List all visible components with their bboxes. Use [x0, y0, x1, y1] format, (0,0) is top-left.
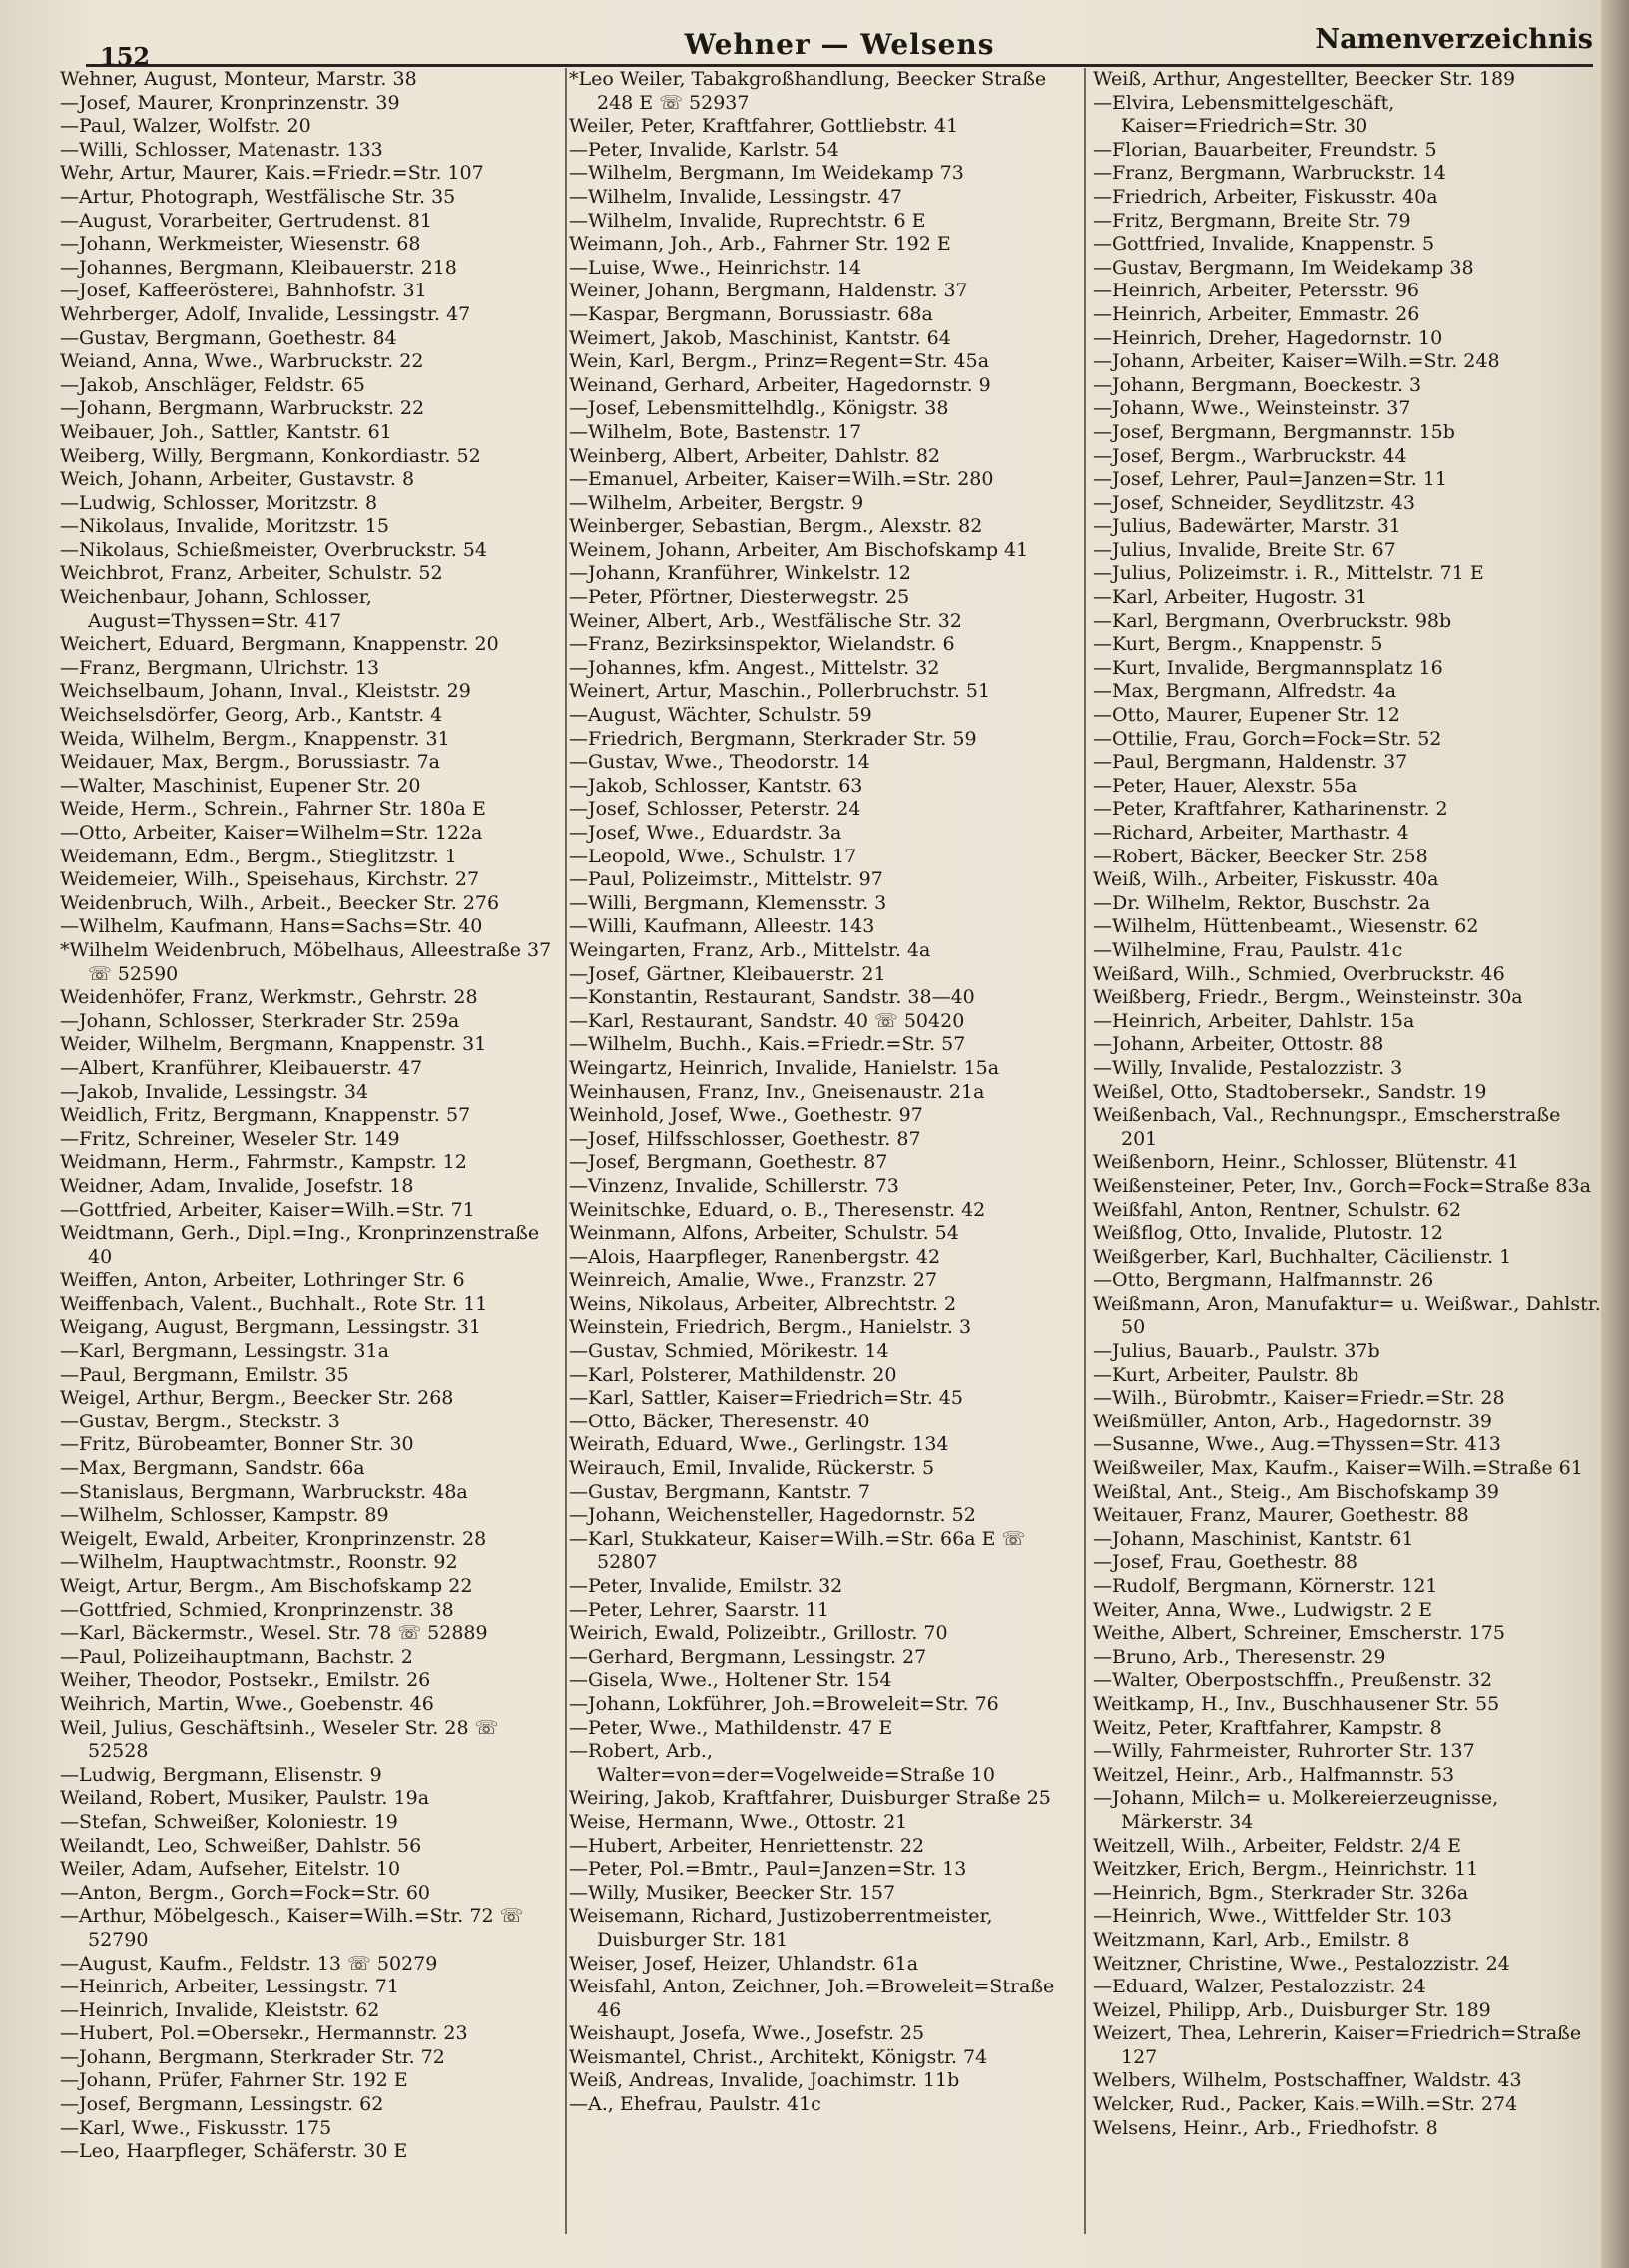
- directory-entry: —Paul, Bergmann, Haldenstr. 37: [1093, 751, 1408, 774]
- directory-entry: Weiler, Peter, Kraftfahrer, Gottliebstr. 41: [569, 115, 959, 138]
- directory-entry: —Wilhelm, Kaufmann, Hans=Sachs=Str. 40: [60, 915, 483, 938]
- directory-entry: —Jakob, Anschläger, Feldstr. 65: [60, 373, 365, 396]
- directory-entry: —Karl, Polsterer, Mathildenstr. 20: [569, 1363, 897, 1386]
- directory-entry: —Karl, Wwe., Fiskusstr. 175: [60, 2116, 332, 2139]
- directory-entry: —Peter, Pol.=Bmtr., Paul=Janzen=Str. 13: [569, 1858, 967, 1881]
- directory-entry: —Kurt, Invalide, Bergmannsplatz 16: [1093, 656, 1443, 679]
- directory-entry: —Wilhelmine, Frau, Paulstr. 41c: [1093, 938, 1403, 961]
- directory-entry: —Luise, Wwe., Heinrichstr. 14: [569, 256, 861, 279]
- directory-entry: —Johann, Weichensteller, Hagedornstr. 52: [569, 1504, 976, 1527]
- directory-entry: —Kurt, Bergm., Knappenstr. 5: [1093, 633, 1383, 656]
- directory-entry: Weil, Julius, Geschäftsinh., Weseler Str. 28 ☏ 52528: [60, 1716, 499, 1763]
- directory-entry: Weitz, Peter, Kraftfahrer, Kampstr. 8: [1093, 1716, 1442, 1739]
- directory-entry: —Willy, Musiker, Beecker Str. 157: [569, 1881, 896, 1904]
- directory-entry: Weitzmann, Karl, Arb., Emilstr. 8: [1093, 1928, 1410, 1951]
- directory-entry: Weingarten, Franz, Arb., Mittelstr. 4a: [569, 938, 931, 961]
- directory-entry: Weingartz, Heinrich, Invalide, Hanielstr. 15a: [569, 1056, 1000, 1079]
- directory-entry: Weisfahl, Anton, Zeichner, Joh.=Broweleit=Straße 46: [569, 1976, 1055, 2021]
- directory-entry: Weihrich, Martin, Wwe., Goebenstr. 46: [60, 1692, 434, 1715]
- directory-entry: —Ottilie, Frau, Gorch=Fock=Str. 52: [1093, 727, 1442, 750]
- directory-entry: Weinberger, Sebastian, Bergm., Alexstr. 82: [569, 515, 983, 538]
- directory-entry: Weißberg, Friedr., Bergm., Weinsteinstr. 30a: [1093, 986, 1523, 1009]
- directory-entry: —Gottfried, Schmied, Kronprinzenstr. 38: [60, 1598, 454, 1621]
- directory-entry: Weichenbaur, Johann, Schlosser, August=Thyssen=Str. 417: [60, 586, 372, 632]
- directory-entry: Wehr, Artur, Maurer, Kais.=Friedr.=Str. 107: [60, 162, 484, 185]
- directory-entry: Weiffen, Anton, Arbeiter, Lothringer Str. 6: [60, 1269, 465, 1292]
- directory-entry: —Heinrich, Arbeiter, Petersstr. 96: [1093, 280, 1420, 302]
- directory-entry: —Wilhelm, Hauptwachtmstr., Roonstr. 92: [60, 1551, 458, 1574]
- directory-entry: Weichert, Eduard, Bergmann, Knappenstr. 20: [60, 633, 499, 656]
- directory-entry: —Robert, Arb., Walter=von=der=Vogelweide=Straße 10: [569, 1740, 995, 1786]
- directory-entry: —Hubert, Pol.=Obersekr., Hermannstr. 23: [60, 2022, 468, 2045]
- directory-entry: —Johann, Wwe., Weinsteinstr. 37: [1093, 397, 1411, 420]
- directory-entry: Weißgerber, Karl, Buchhalter, Cäcilienstr. 1: [1093, 1245, 1512, 1268]
- directory-entry: —Wilhelm, Schlosser, Kampstr. 89: [60, 1504, 389, 1527]
- directory-entry: Weißmüller, Anton, Arb., Hagedornstr. 39: [1093, 1410, 1493, 1432]
- directory-entry: —Paul, Walzer, Wolfstr. 20: [60, 115, 311, 138]
- directory-entry: —Max, Bergmann, Sandstr. 66a: [60, 1457, 365, 1480]
- directory-entry: Weibauer, Joh., Sattler, Kantstr. 61: [60, 420, 392, 443]
- directory-entry: —Karl, Stukkateur, Kaiser=Wilh.=Str. 66a E ☏ 52807: [569, 1527, 1026, 1574]
- directory-entry: —Wilhelm, Arbeiter, Bergstr. 9: [569, 491, 864, 514]
- directory-entry: —Gottfried, Arbeiter, Kaiser=Wilh.=Str. 71: [60, 1198, 475, 1221]
- directory-entry: —Nikolaus, Invalide, Moritzstr. 15: [60, 515, 389, 538]
- directory-entry: —Gisela, Wwe., Holtener Str. 154: [569, 1669, 892, 1692]
- directory-entry: —Julius, Polizeimstr. i. R., Mittelstr. 71 E: [1093, 562, 1484, 585]
- directory-entry: Welsens, Heinr., Arb., Friedhofstr. 8: [1093, 2116, 1438, 2139]
- directory-column-1: [60, 68, 564, 2244]
- directory-entry: Weiner, Albert, Arb., Westfälische Str. 32: [569, 609, 962, 632]
- directory-entry: —Otto, Arbeiter, Kaiser=Wilhelm=Str. 122a: [60, 822, 483, 844]
- directory-entry: —Karl, Bergmann, Lessingstr. 31a: [60, 1340, 389, 1363]
- directory-entry: Weigel, Arthur, Bergm., Beecker Str. 268: [60, 1387, 454, 1410]
- directory-entry: —Julius, Invalide, Breite Str. 67: [1093, 538, 1396, 561]
- directory-entry: Weißtal, Ant., Steig., Am Bischofskamp 39: [1093, 1480, 1499, 1503]
- directory-entry: Weirauch, Emil, Invalide, Rückerstr. 5: [569, 1457, 935, 1480]
- directory-entry: —Willi, Kaufmann, Alleestr. 143: [569, 915, 875, 938]
- directory-entry: Weiher, Theodor, Postsekr., Emilstr. 26: [60, 1669, 431, 1692]
- directory-entry: Weitzel, Heinr., Arb., Halfmannstr. 53: [1093, 1763, 1455, 1786]
- column-divider: [565, 68, 567, 2234]
- directory-entry: —Friedrich, Arbeiter, Fiskusstr. 40a: [1093, 185, 1438, 208]
- directory-entry: —Josef, Kaffeerösterei, Bahnhofstr. 31: [60, 280, 427, 302]
- directory-entry: —Eduard, Walzer, Pestalozzistr. 24: [1093, 1976, 1426, 1998]
- directory-entry: —Gustav, Bergmann, Im Weidekamp 38: [1093, 256, 1474, 279]
- directory-entry: —Wilhelm, Invalide, Lessingstr. 47: [569, 185, 902, 208]
- directory-entry: Weidmann, Herm., Fahrmstr., Kampstr. 12: [60, 1151, 467, 1174]
- directory-entry: —Artur, Photograph, Westfälische Str. 35: [60, 185, 456, 208]
- book-spine-shadow: [1601, 0, 1629, 2268]
- directory-entry: —Josef, Lehrer, Paul=Janzen=Str. 11: [1093, 468, 1447, 491]
- directory-entry: Weiler, Adam, Aufseher, Eitelstr. 10: [60, 1858, 401, 1881]
- directory-entry: —Wilhelm, Bergmann, Im Weidekamp 73: [569, 162, 964, 185]
- directory-entry: Weißmann, Aron, Manufaktur= u. Weißwar., Dahlstr. 50: [1093, 1292, 1601, 1339]
- directory-entry: —Josef, Bergmann, Goethestr. 87: [569, 1151, 888, 1174]
- directory-entry: —Johann, Kranführer, Winkelstr. 12: [569, 562, 911, 585]
- directory-entry: —August, Vorarbeiter, Gertrudenst. 81: [60, 209, 432, 232]
- directory-entry: —Peter, Wwe., Mathildenstr. 47 E: [569, 1716, 893, 1739]
- directory-entry: —Wilhelm, Hüttenbeamt., Wiesenstr. 62: [1093, 915, 1479, 938]
- directory-entry: —Bruno, Arb., Theresenstr. 29: [1093, 1645, 1386, 1668]
- directory-entry: —Albert, Kranführer, Kleibauerstr. 47: [60, 1056, 423, 1079]
- directory-entry: Wehner, August, Monteur, Marstr. 38: [60, 68, 417, 90]
- directory-entry: Weißensteiner, Peter, Inv., Gorch=Fock=Straße 83a: [1093, 1174, 1591, 1197]
- directory-entry: —Richard, Arbeiter, Marthastr. 4: [1093, 822, 1409, 844]
- directory-entry: —Josef, Gärtner, Kleibauerstr. 21: [569, 962, 886, 985]
- directory-entry: Weich, Johann, Arbeiter, Gustavstr. 8: [60, 468, 415, 491]
- directory-entry: Weiß, Andreas, Invalide, Joachimstr. 11b: [569, 2069, 960, 2092]
- section-title: Namenverzeichnis: [1315, 24, 1593, 55]
- directory-entry: Weinhold, Josef, Wwe., Goethestr. 97: [569, 1104, 923, 1127]
- directory-entry: Weidtmann, Gerh., Dipl.=Ing., Kronprinzenstraße 40: [60, 1222, 540, 1268]
- directory-entry: —Fritz, Schreiner, Weseler Str. 149: [60, 1127, 400, 1150]
- directory-entry: —Heinrich, Invalide, Kleiststr. 62: [60, 1998, 380, 2021]
- directory-entry: Weiß, Wilh., Arbeiter, Fiskusstr. 40a: [1093, 868, 1439, 891]
- directory-entry: —Stefan, Schweißer, Koloniestr. 19: [60, 1810, 398, 1833]
- directory-entry: Wein, Karl, Bergm., Prinz=Regent=Str. 45a: [569, 350, 990, 373]
- directory-entry: —Karl, Restaurant, Sandstr. 40 ☏ 50420: [569, 1009, 965, 1032]
- directory-entry: Weirath, Eduard, Wwe., Gerlingstr. 134: [569, 1433, 949, 1456]
- directory-entry: —Jakob, Invalide, Lessingstr. 34: [60, 1080, 369, 1103]
- directory-column-3: [1093, 68, 1602, 2244]
- directory-entry: —Wilhelm, Buchh., Kais.=Friedr.=Str. 57: [569, 1033, 966, 1056]
- directory-entry: Weißweiler, Max, Kaufm., Kaiser=Wilh.=Straße 61: [1093, 1457, 1583, 1480]
- directory-entry: Weiberg, Willy, Bergmann, Konkordiastr. 52: [60, 444, 481, 467]
- directory-entry: Weigang, August, Bergmann, Lessingstr. 31: [60, 1316, 481, 1339]
- directory-entry: —Josef, Hilfsschlosser, Goethestr. 87: [569, 1127, 921, 1150]
- page-header: [86, 20, 1593, 71]
- directory-entry: —Gerhard, Bergmann, Lessingstr. 27: [569, 1645, 927, 1668]
- directory-entry: —Fritz, Bergmann, Breite Str. 79: [1093, 209, 1411, 232]
- column-divider: [1084, 68, 1086, 2234]
- directory-entry: Weitzker, Erich, Bergm., Heinrichstr. 11: [1093, 1858, 1479, 1881]
- directory-entry: Weithe, Albert, Schreiner, Emscherstr. 175: [1093, 1622, 1505, 1645]
- directory-entry: Weizert, Thea, Lehrerin, Kaiser=Friedrich=Straße 127: [1093, 2022, 1582, 2068]
- directory-entry: —Karl, Bergmann, Overbruckstr. 98b: [1093, 609, 1452, 632]
- directory-entry: Weiand, Anna, Wwe., Warbruckstr. 22: [60, 350, 424, 373]
- directory-entry: —Josef, Lebensmittelhdlg., Königstr. 38: [569, 397, 949, 420]
- directory-entry: Weißfahl, Anton, Rentner, Schulstr. 62: [1093, 1198, 1461, 1221]
- directory-entry: —Paul, Polizeimstr., Mittelstr. 97: [569, 868, 883, 891]
- directory-entry: *Leo Weiler, Tabakgroßhandlung, Beecker Straße 248 E ☏ 52937: [569, 68, 1047, 114]
- directory-entry: Weiland, Robert, Musiker, Paulstr. 19a: [60, 1787, 430, 1810]
- directory-entry: Weiner, Johann, Bergmann, Haldenstr. 37: [569, 280, 968, 302]
- directory-entry: —Heinrich, Dreher, Hagedornstr. 10: [1093, 326, 1443, 349]
- directory-entry: Weidemeier, Wilh., Speisehaus, Kirchstr. 27: [60, 868, 480, 891]
- directory-entry: —A., Ehefrau, Paulstr. 41c: [569, 2093, 821, 2116]
- directory-entry: —Rudolf, Bergmann, Körnerstr. 121: [1093, 1575, 1438, 1597]
- directory-entry: —Josef, Maurer, Kronprinzenstr. 39: [60, 91, 400, 114]
- directory-entry: —Peter, Pförtner, Diesterwegstr. 25: [569, 586, 910, 609]
- directory-entry: Weinitschke, Eduard, o. B., Theresenstr. 42: [569, 1198, 986, 1221]
- directory-entry: —Julius, Badewärter, Marstr. 31: [1093, 515, 1401, 538]
- directory-entry: —Konstantin, Restaurant, Sandstr. 38—40: [569, 986, 975, 1009]
- directory-entry: Weiß, Arthur, Angestellter, Beecker Str. 189: [1093, 68, 1516, 90]
- directory-entry: —Karl, Sattler, Kaiser=Friedrich=Str. 45: [569, 1387, 963, 1410]
- directory-entry: —Willy, Invalide, Pestalozzistr. 3: [1093, 1056, 1403, 1079]
- directory-entry: —Peter, Lehrer, Saarstr. 11: [569, 1598, 830, 1621]
- directory-entry: Weinhausen, Franz, Inv., Gneisenaustr. 21a: [569, 1080, 985, 1103]
- directory-entry: —Otto, Bäcker, Theresenstr. 40: [569, 1410, 870, 1432]
- directory-entry: —Robert, Bäcker, Beecker Str. 258: [1093, 845, 1428, 867]
- directory-entry: —Josef, Bergmann, Bergmannstr. 15b: [1093, 420, 1455, 443]
- directory-entry: —Walter, Oberpostschffn., Preußenstr. 32: [1093, 1669, 1492, 1692]
- directory-entry: —Hubert, Arbeiter, Henriettenstr. 22: [569, 1834, 925, 1857]
- directory-entry: —Josef, Schneider, Seydlitzstr. 43: [1093, 491, 1416, 514]
- directory-entry: —Heinrich, Arbeiter, Emmastr. 26: [1093, 302, 1420, 325]
- directory-entry: Weida, Wilhelm, Bergm., Knappenstr. 31: [60, 727, 450, 750]
- directory-entry: —Willi, Schlosser, Matenastr. 133: [60, 138, 383, 161]
- directory-entry: —Susanne, Wwe., Aug.=Thyssen=Str. 413: [1093, 1433, 1501, 1456]
- directory-entry: Weißenbach, Val., Rechnungspr., Emscherstraße 201: [1093, 1104, 1561, 1150]
- directory-entry: —Wilhelm, Bote, Bastenstr. 17: [569, 420, 862, 443]
- directory-entry: —Ludwig, Bergmann, Elisenstr. 9: [60, 1763, 382, 1786]
- directory-entry: Weishaupt, Josefa, Wwe., Josefstr. 25: [569, 2022, 925, 2045]
- directory-entry: Weinreich, Amalie, Wwe., Franzstr. 27: [569, 1269, 938, 1292]
- directory-entry: —August, Kaufm., Feldstr. 13 ☏ 50279: [60, 1952, 438, 1975]
- directory-entry: —Johann, Arbeiter, Ottostr. 88: [1093, 1033, 1384, 1056]
- directory-entry: —Karl, Bäckermstr., Wesel. Str. 78 ☏ 52889: [60, 1622, 488, 1645]
- directory-entry: —Kurt, Arbeiter, Paulstr. 8b: [1093, 1363, 1359, 1386]
- directory-entry: Weiser, Josef, Heizer, Uhlandstr. 61a: [569, 1952, 919, 1975]
- directory-entry: —Peter, Hauer, Alexstr. 55a: [1093, 774, 1358, 797]
- directory-entry: —Johann, Prüfer, Fahrner Str. 192 E: [60, 2069, 408, 2092]
- directory-entry: Weimert, Jakob, Maschinist, Kantstr. 64: [569, 326, 951, 349]
- directory-entry: —Gustav, Bergm., Steckstr. 3: [60, 1410, 340, 1432]
- directory-entry: Weinem, Johann, Arbeiter, Am Bischofskamp 41: [569, 538, 1029, 561]
- directory-entry: Weidner, Adam, Invalide, Josefstr. 18: [60, 1174, 414, 1197]
- directory-entry: —Elvira, Lebensmittelgeschäft, Kaiser=Friedrich=Str. 30: [1093, 91, 1395, 138]
- directory-entry: —Fritz, Bürobeamter, Bonner Str. 30: [60, 1433, 414, 1456]
- directory-entry: —Paul, Polizeihauptmann, Bachstr. 2: [60, 1645, 413, 1668]
- directory-entry: Weirich, Ewald, Polizeibtr., Grillostr. 70: [569, 1622, 948, 1645]
- directory-entry: —Vinzenz, Invalide, Schillerstr. 73: [569, 1174, 899, 1197]
- directory-entry: —Heinrich, Wwe., Wittfelder Str. 103: [1093, 1905, 1452, 1928]
- directory-entry: —Franz, Bergmann, Ulrichstr. 13: [60, 656, 380, 679]
- directory-entry: —Dr. Wilhelm, Rektor, Buschstr. 2a: [1093, 891, 1431, 914]
- directory-entry: Weins, Nikolaus, Arbeiter, Albrechtstr. 2: [569, 1292, 957, 1315]
- directory-entry: —Gustav, Bergmann, Kantstr. 7: [569, 1480, 870, 1503]
- directory-entry: —Walter, Maschinist, Eupener Str. 20: [60, 774, 421, 797]
- directory-entry: —Johann, Milch= u. Molkereierzeugnisse, Märkerstr. 34: [1093, 1787, 1499, 1833]
- directory-entry: Weismantel, Christ., Architekt, Königstr. 74: [569, 2045, 988, 2068]
- directory-entry: —Leo, Haarpfleger, Schäferstr. 30 E: [60, 2140, 408, 2163]
- directory-entry: *Wilhelm Weidenbruch, Möbelhaus, Alleestraße 37 ☏ 52590: [60, 938, 552, 985]
- directory-entry: Weißenborn, Heinr., Schlosser, Blütenstr. 41: [1093, 1151, 1519, 1174]
- directory-entry: —Heinrich, Arbeiter, Dahlstr. 15a: [1093, 1009, 1415, 1032]
- directory-entry: —Gustav, Bergmann, Goethestr. 84: [60, 326, 397, 349]
- directory-entry: —Jakob, Schlosser, Kantstr. 63: [569, 774, 863, 797]
- directory-entry: Weidenbruch, Wilh., Arbeit., Beecker Str. 276: [60, 891, 500, 914]
- directory-entry: Welcker, Rud., Packer, Kais.=Wilh.=Str. 274: [1093, 2093, 1518, 2116]
- directory-entry: Weide, Herm., Schrein., Fahrner Str. 180a E: [60, 798, 486, 821]
- directory-entry: —Arthur, Möbelgesch., Kaiser=Wilh.=Str. 72 ☏ 52790: [60, 1905, 524, 1951]
- directory-entry: —Wilhelm, Invalide, Ruprechtstr. 6 E: [569, 209, 926, 232]
- directory-entry: Weinert, Artur, Maschin., Pollerbruchstr. 51: [569, 680, 991, 703]
- directory-entry: Weidauer, Max, Bergm., Borussiastr. 7a: [60, 751, 441, 774]
- directory-column-2: [569, 68, 1078, 2244]
- directory-entry: —Stanislaus, Bergmann, Warbruckstr. 48a: [60, 1480, 468, 1503]
- directory-entry: —Josef, Bergmann, Lessingstr. 62: [60, 2093, 384, 2116]
- page-number: 152: [100, 42, 151, 71]
- directory-entry: Weiffenbach, Valent., Buchhalt., Rote Str. 11: [60, 1292, 488, 1315]
- directory-entry: —Leopold, Wwe., Schulstr. 17: [569, 845, 857, 867]
- directory-entry: Weitauer, Franz, Maurer, Goethestr. 88: [1093, 1504, 1469, 1527]
- directory-entry: Weidemann, Edm., Bergm., Stieglitzstr. 1: [60, 845, 457, 867]
- directory-entry: —Gustav, Schmied, Mörikestr. 14: [569, 1340, 889, 1363]
- directory-entry: Weiter, Anna, Wwe., Ludwigstr. 2 E: [1093, 1598, 1432, 1621]
- directory-entry: Weizel, Philipp, Arb., Duisburger Str. 189: [1093, 1998, 1491, 2021]
- directory-entry: —Gustav, Wwe., Theodorstr. 14: [569, 751, 870, 774]
- directory-entry: —Johann, Schlosser, Sterkrader Str. 259a: [60, 1009, 460, 1032]
- directory-entry: Weichselsdörfer, Georg, Arb., Kantstr. 4: [60, 704, 443, 727]
- page-title: Wehner — Welsens: [684, 28, 995, 61]
- directory-entry: Wehrberger, Adolf, Invalide, Lessingstr. 47: [60, 302, 471, 325]
- directory-entry: —Peter, Invalide, Emilstr. 32: [569, 1575, 843, 1597]
- directory-entry: —August, Wächter, Schulstr. 59: [569, 704, 872, 727]
- directory-entry: —Max, Bergmann, Alfredstr. 4a: [1093, 680, 1397, 703]
- directory-entry: —Willi, Bergmann, Klemensstr. 3: [569, 891, 887, 914]
- directory-entry: —Nikolaus, Schießmeister, Overbruckstr. 54: [60, 538, 487, 561]
- directory-entry: —Johann, Bergmann, Warbruckstr. 22: [60, 397, 425, 420]
- directory-entry: —Friedrich, Bergmann, Sterkrader Str. 59: [569, 727, 977, 750]
- directory-entry: Weigt, Artur, Bergm., Am Bischofskamp 22: [60, 1575, 473, 1597]
- directory-entry: —Gottfried, Invalide, Knappenstr. 5: [1093, 233, 1435, 256]
- directory-entry: —Johann, Lokführer, Joh.=Broweleit=Str. 76: [569, 1692, 999, 1715]
- directory-entry: —Franz, Bezirksinspektor, Wielandstr. 6: [569, 633, 955, 656]
- directory-entry: —Wilh., Bürobmtr., Kaiser=Friedr.=Str. 28: [1093, 1387, 1505, 1410]
- directory-entry: —Josef, Frau, Goethestr. 88: [1093, 1551, 1358, 1574]
- directory-entry: —Josef, Bergm., Warbruckstr. 44: [1093, 444, 1407, 467]
- directory-entry: —Johann, Maschinist, Kantstr. 61: [1093, 1527, 1414, 1550]
- directory-entry: Weißel, Otto, Stadtobersekr., Sandstr. 19: [1093, 1080, 1487, 1103]
- directory-entry: Weitzner, Christine, Wwe., Pestalozzistr. 24: [1093, 1952, 1510, 1975]
- directory-entry: Weidenhöfer, Franz, Werkmstr., Gehrstr. 28: [60, 986, 478, 1009]
- directory-entry: —Paul, Bergmann, Emilstr. 35: [60, 1363, 349, 1386]
- directory-entry: —Willy, Fahrmeister, Ruhrorter Str. 137: [1093, 1740, 1475, 1763]
- directory-entry: —Peter, Invalide, Karlstr. 54: [569, 138, 839, 161]
- directory-entry: Weigelt, Ewald, Arbeiter, Kronprinzenstr. 28: [60, 1527, 487, 1550]
- directory-entry: —Johann, Bergmann, Sterkrader Str. 72: [60, 2045, 445, 2068]
- directory-entry: Weidlich, Fritz, Bergmann, Knappenstr. 57: [60, 1104, 471, 1127]
- directory-entry: Weimann, Joh., Arb., Fahrner Str. 192 E: [569, 233, 951, 256]
- directory-entry: —Anton, Bergm., Gorch=Fock=Str. 60: [60, 1881, 430, 1904]
- directory-entry: —Johann, Arbeiter, Kaiser=Wilh.=Str. 248: [1093, 350, 1500, 373]
- directory-entry: —Emanuel, Arbeiter, Kaiser=Wilh.=Str. 280: [569, 468, 994, 491]
- directory-entry: —Johannes, kfm. Angest., Mittelstr. 32: [569, 656, 940, 679]
- directory-entry: —Alois, Haarpfleger, Ranenbergstr. 42: [569, 1245, 941, 1268]
- directory-entry: Weichbrot, Franz, Arbeiter, Schulstr. 52: [60, 562, 443, 585]
- directory-entry: —Heinrich, Arbeiter, Lessingstr. 71: [60, 1976, 399, 1998]
- directory-entry: —Franz, Bergmann, Warbruckstr. 14: [1093, 162, 1446, 185]
- directory-entry: Weisemann, Richard, Justizoberrentmeister, Duisburger Str. 181: [569, 1905, 993, 1951]
- directory-entry: —Karl, Arbeiter, Hugostr. 31: [1093, 586, 1368, 609]
- directory-entry: Weitkamp, H., Inv., Buschhausener Str. 55: [1093, 1692, 1500, 1715]
- directory-entry: Weitzell, Wilh., Arbeiter, Feldstr. 2/4 E: [1093, 1834, 1461, 1857]
- directory-entry: Weinberg, Albert, Arbeiter, Dahlstr. 82: [569, 444, 941, 467]
- directory-entry: Weichselbaum, Johann, Inval., Kleiststr. 29: [60, 680, 471, 703]
- directory-entry: —Florian, Bauarbeiter, Freundstr. 5: [1093, 138, 1437, 161]
- directory-entry: —Heinrich, Bgm., Sterkrader Str. 326a: [1093, 1881, 1469, 1904]
- directory-entry: Weißard, Wilh., Schmied, Overbruckstr. 46: [1093, 962, 1505, 985]
- directory-entry: Weider, Wilhelm, Bergmann, Knappenstr. 31: [60, 1033, 487, 1056]
- directory-entry: —Kaspar, Bergmann, Borussiastr. 68a: [569, 302, 933, 325]
- directory-entry: —Josef, Wwe., Eduardstr. 3a: [569, 822, 842, 844]
- directory-entry: —Otto, Maurer, Eupener Str. 12: [1093, 704, 1400, 727]
- directory-entry: —Ludwig, Schlosser, Moritzstr. 8: [60, 491, 378, 514]
- directory-entry: —Peter, Kraftfahrer, Katharinenstr. 2: [1093, 798, 1448, 821]
- directory-entry: —Johann, Bergmann, Boeckestr. 3: [1093, 373, 1422, 396]
- directory-entry: Weinand, Gerhard, Arbeiter, Hagedornstr. 9: [569, 373, 991, 396]
- directory-entry: Weinmann, Alfons, Arbeiter, Schulstr. 54: [569, 1222, 959, 1245]
- directory-entry: Weinstein, Friedrich, Bergm., Hanielstr. 3: [569, 1316, 972, 1339]
- directory-entry: Weise, Hermann, Wwe., Ottostr. 21: [569, 1810, 908, 1833]
- directory-entry: —Otto, Bergmann, Halfmannstr. 26: [1093, 1269, 1434, 1292]
- directory-entry: —Johannes, Bergmann, Kleibauerstr. 218: [60, 256, 457, 279]
- directory-entry: Weißflog, Otto, Invalide, Plutostr. 12: [1093, 1222, 1443, 1245]
- directory-entry: —Johann, Werkmeister, Wiesenstr. 68: [60, 233, 421, 256]
- directory-entry: —Josef, Schlosser, Peterstr. 24: [569, 798, 861, 821]
- directory-entry: —Julius, Bauarb., Paulstr. 37b: [1093, 1340, 1380, 1363]
- directory-entry: Weiring, Jakob, Kraftfahrer, Duisburger Straße 25: [569, 1787, 1051, 1810]
- directory-entry: Weilandt, Leo, Schweißer, Dahlstr. 56: [60, 1834, 422, 1857]
- directory-entry: Welbers, Wilhelm, Postschaffner, Waldstr. 43: [1093, 2069, 1522, 2092]
